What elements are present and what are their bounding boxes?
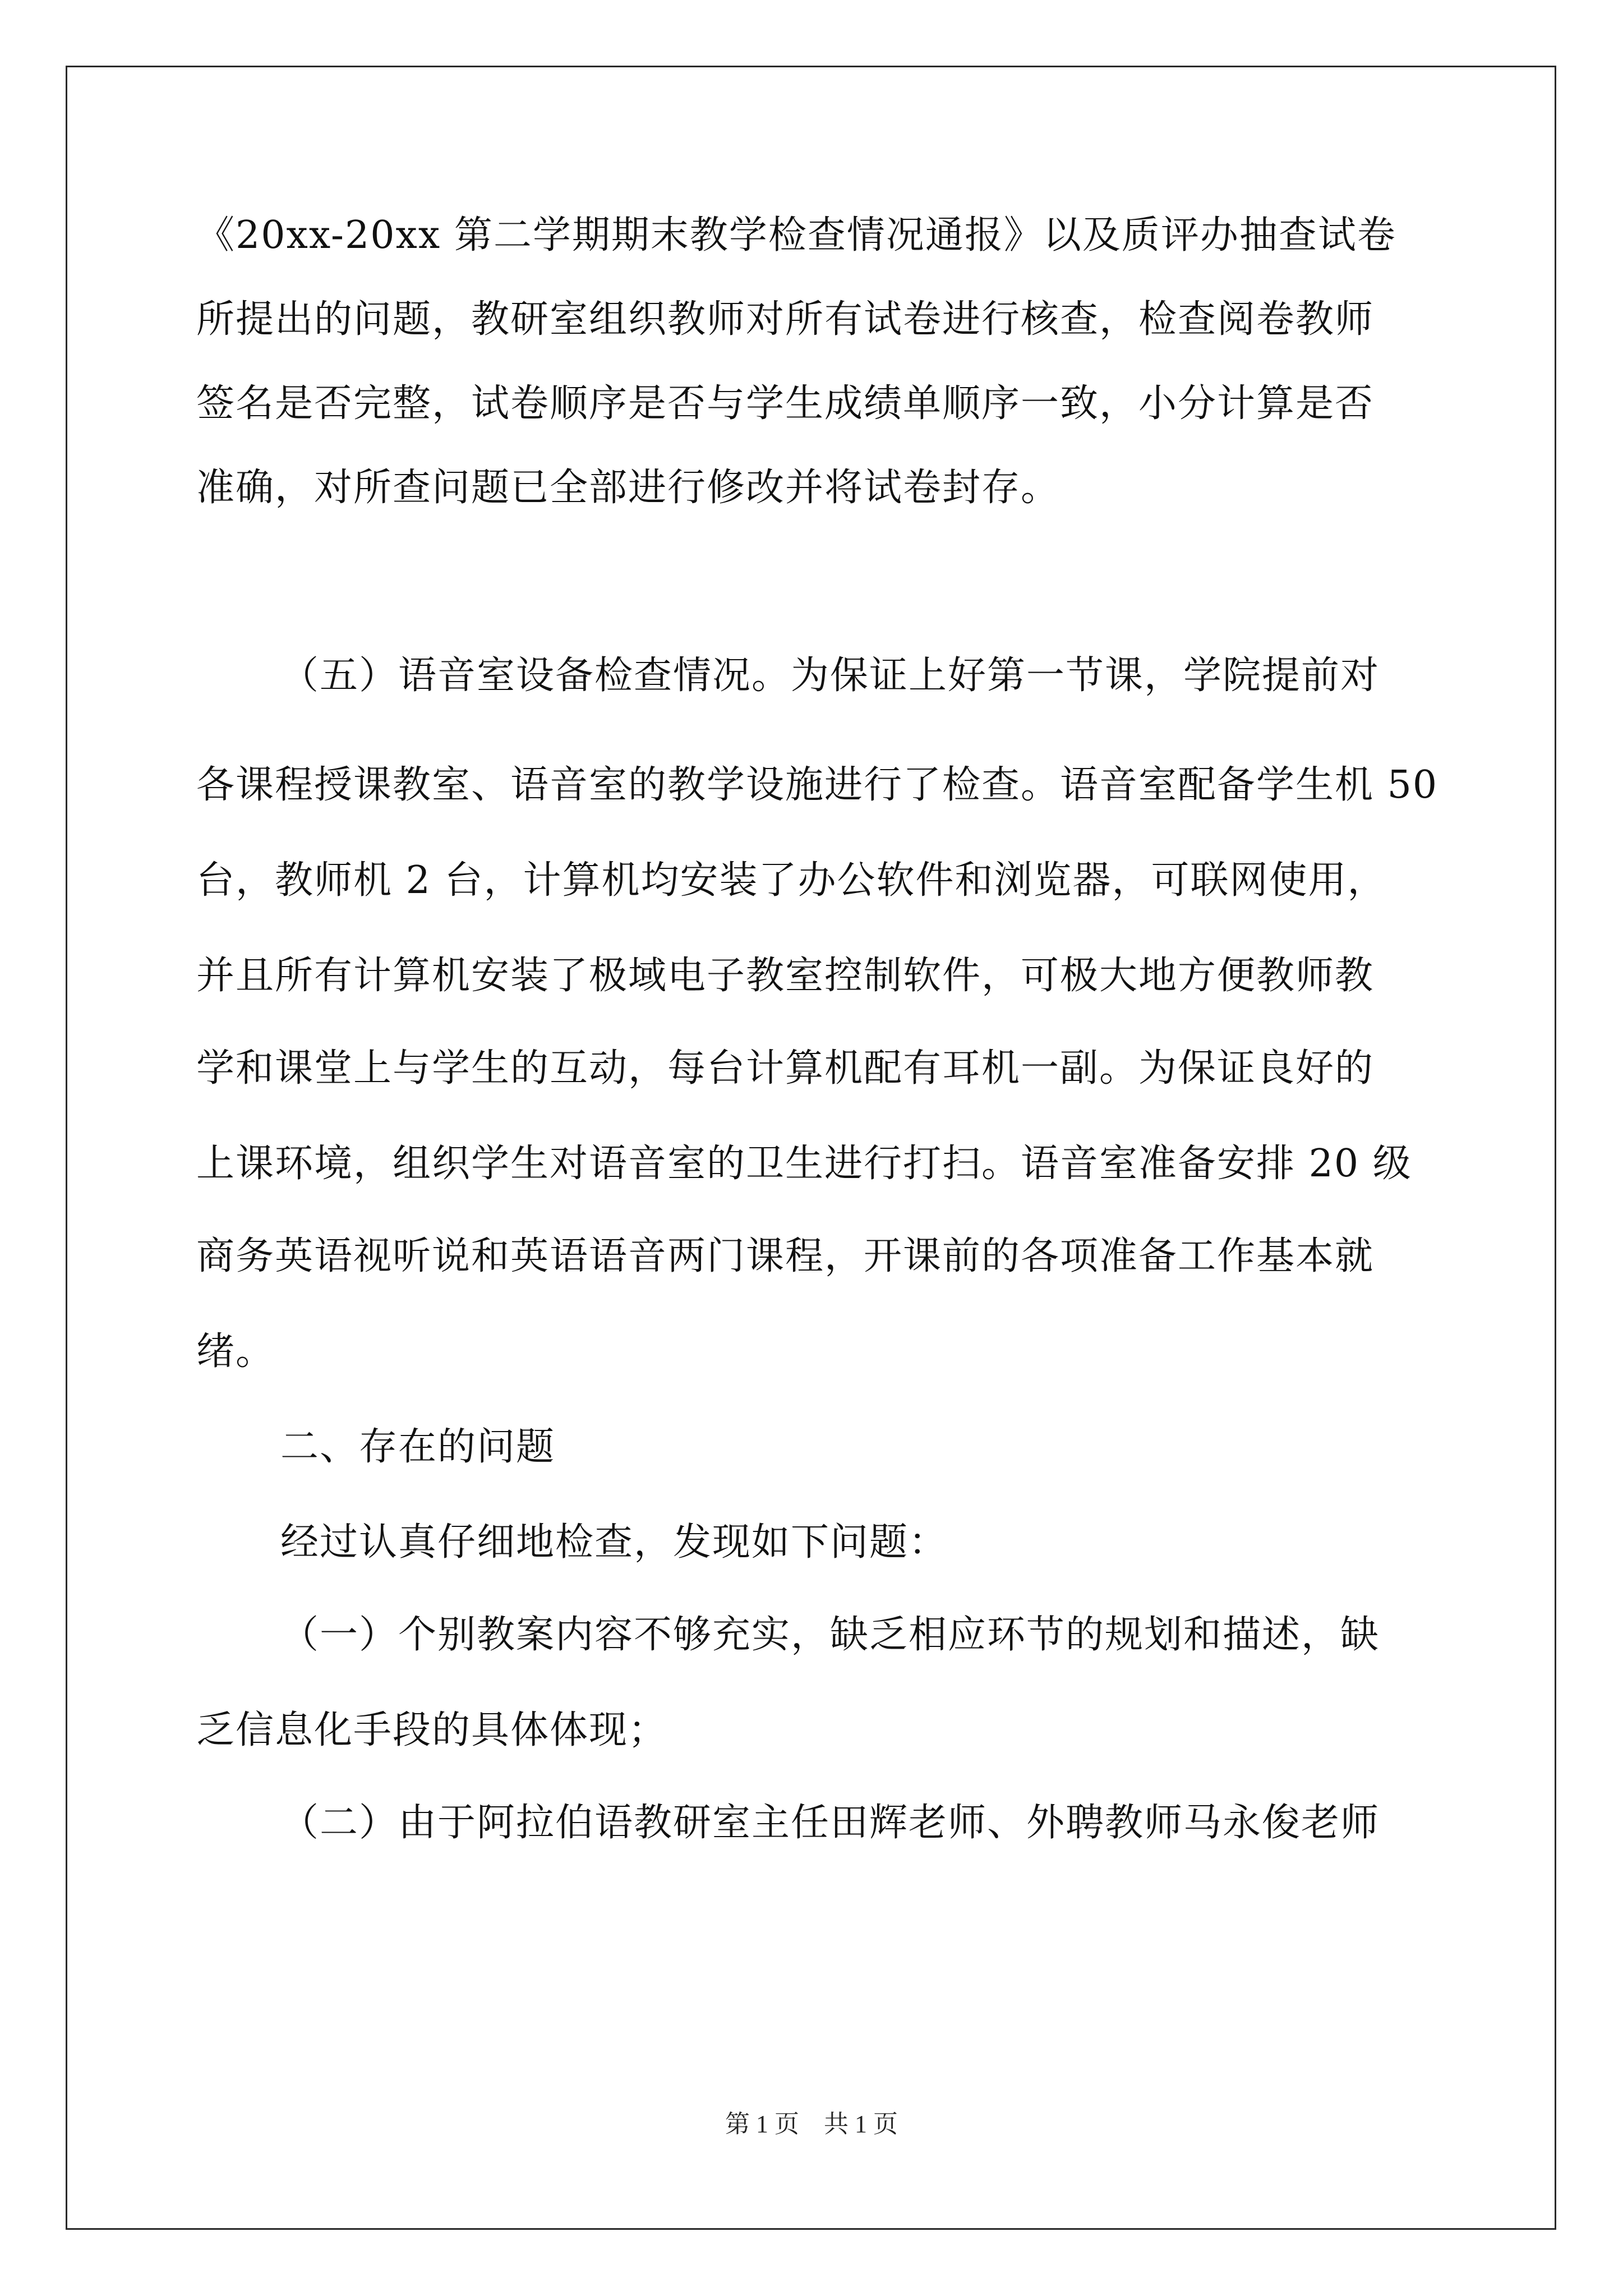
paragraph-line: 《20xx-20xx 第二学期期末教学检查情况通报》以及质评办抽查试卷: [196, 213, 1396, 257]
page-number-label: 第 1 页 共 1 页: [725, 2110, 898, 2138]
paragraph-line: 绪。: [196, 1329, 275, 1374]
page-footer: [0, 2104, 1623, 2139]
paragraph-line: （五）语音室设备检查情况。为保证上好第一节课，学院提前对: [280, 654, 1380, 698]
paragraph-line: （一）个别教案内容不够充实，缺乏相应环节的规划和描述，缺: [280, 1613, 1380, 1657]
paragraph-line: 经过认真仔细地检查，发现如下问题：: [280, 1520, 948, 1565]
paragraph-line: 并且所有计算机安装了极域电子教室控制软件，可极大地方便教师教: [196, 954, 1375, 998]
paragraph-line: 台，教师机 2 台，计算机均安装了办公软件和浏览器，可联网使用，: [196, 858, 1387, 903]
paragraph-line: 上课环境，组织学生对语音室的卫生进行打扫。语音室准备安排 20 级: [196, 1142, 1412, 1186]
paragraph-line: 准确，对所查问题已全部进行修改并将试卷封存。: [196, 466, 1061, 510]
paragraph-line: 乏信息化手段的具体体现；: [196, 1708, 668, 1752]
section-heading: 二、存在的问题: [280, 1425, 556, 1469]
paragraph-line: （二）由于阿拉伯语教研室主任田辉老师、外聘教师马永俊老师: [280, 1801, 1380, 1845]
paragraph-line: 各课程授课教室、语音室的教学设施进行了检查。语音室配备学生机 50: [196, 763, 1438, 807]
paragraph-line: 签名是否完整，试卷顺序是否与学生成绩单顺序一致，小分计算是否: [196, 381, 1375, 426]
paragraph-line: 商务英语视听说和英语语音两门课程，开课前的各项准备工作基本就: [196, 1234, 1375, 1278]
paragraph-line: 所提出的问题，教研室组织教师对所有试卷进行核查，检查阅卷教师: [196, 297, 1375, 342]
paragraph-line: 学和课堂上与学生的互动，每台计算机配有耳机一副。为保证良好的: [196, 1046, 1375, 1091]
